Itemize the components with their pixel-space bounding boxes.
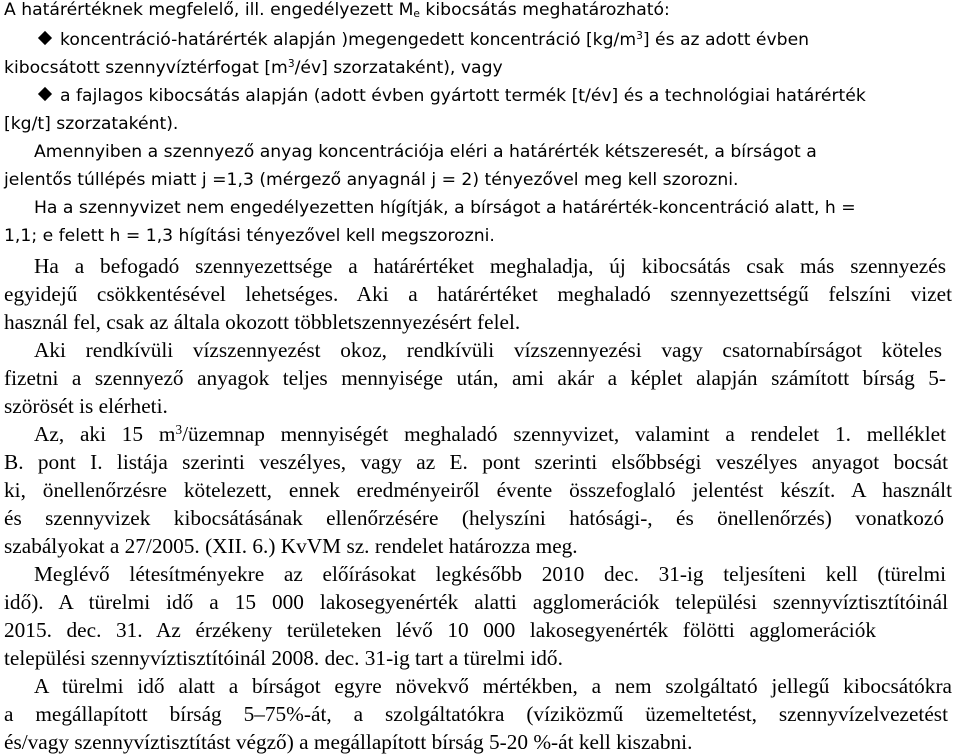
paragraph-6-line-3 [4,617,876,643]
bullet-item-2 [40,83,960,109]
paragraph-5-line-2 [4,449,948,475]
paragraph-2-line-2 [4,223,960,249]
paragraph-text: a megállapított bírság 5–75%-át, a szolgáltatókra (víziközmű üzemeltetést, szennyvízelvezetést [4,702,948,726]
paragraph-4-line-2 [4,365,946,391]
intro-subscript: e [413,7,420,21]
paragraph-6-line-2 [4,589,948,615]
paragraph-text: Ha a szennyvizet nem engedélyezetten hígítják, a bírságot a határérték-koncentráció alatt, h = [34,198,856,218]
intro-line [4,0,960,23]
paragraph-3-line-3 [4,309,960,335]
paragraph-3-line-2 [4,281,952,307]
paragraph-text: használ fel, csak az általa okozott többletszennyezésért felel. [4,310,521,334]
paragraph-6-line-1 [34,561,946,587]
paragraph-5-line-1 [34,421,946,447]
paragraph-text: és/vagy szennyvíztisztítást végző) a megállapított bírság 5-20 %-át kell kiszabni. [4,730,693,754]
paragraph-text: B. pont I. listája szerinti veszélyes, vagy az E. pont szerinti elsőbbségi veszélyes anyagot bocsát [4,450,948,474]
paragraph-text: ki, önellenőrzésre kötelezett, ennek eredményeiről évente összefoglaló jelentést készít. A használt [4,478,952,502]
superscript: 3 [175,421,183,437]
bullet-2-line-2 [4,111,960,137]
bullet-2-text: a fajlagos kibocsátás alapján (adott évben gyártott termék [t/év] és a technológiai határérték [60,86,866,106]
superscript: 3 [636,29,643,43]
paragraph-text: 1,1; e felett h = 1,3 hígítási tényezővel kell megszorozni. [4,226,495,246]
paragraph-text: Ha a befogadó szennyezettsége a határértéket meghaladja, új kibocsátás csak más szennyezés [34,254,946,278]
paragraph-4-line-1 [34,337,942,363]
paragraph-text: települési szennyvíztisztítóinál 2008. dec. 31-ig tart a türelmi idő. [4,646,563,670]
paragraph-text: fizetni a szennyező anyagok teljes mennyisége után, ami akár a képlet alapján számított bírság 5- [4,366,946,390]
paragraph-4-line-3 [4,393,960,419]
intro-text-end: kibocsátás meghatározható: [419,0,670,20]
bullet-2-line-2-text: [kg/t] szorzataként). [4,114,179,134]
paragraph-text: idő). A türelmi idő a 15 000 lakosegyenérték alatti agglomerációk települési szennyvíztisztítóinál [4,590,948,614]
paragraph-5-line-3 [4,477,952,503]
paragraph-3-line-1 [34,253,946,279]
paragraph-1-line-2 [4,167,960,193]
paragraph-text: egyidejű csökkentésével lehetséges. Aki a határértéket meghaladó szennyezettségű felszíni vizet [4,282,952,306]
paragraph-5-line-4 [4,505,944,531]
bullet-1-line-2-text: kibocsátott szennyvíztérfogat [m [4,58,288,78]
paragraph-text: Amennyiben a szennyező anyag koncentrációja eléri a határérték kétszeresét, a bírságot a [34,142,817,162]
intro-text: A határértéknek megfelelő, ill. engedélyezett M [4,0,414,20]
diamond-bullet-icon [38,87,52,101]
paragraph-7-line-2 [4,701,948,727]
paragraph-text: Meglévő létesítményekre az előírásokat legkésőbb 2010 dec. 31-ig teljesíteni kell (türelmi [34,562,946,586]
bullet-1-text-end: ] és az adott évben [642,30,810,50]
bullet-item-1 [40,27,960,53]
paragraph-6-line-4 [4,645,960,671]
paragraph-5-line-5 [4,533,960,559]
paragraph-2-line-1 [34,195,960,221]
paragraph-text: szörösét is elérheti. [4,394,168,418]
paragraph-7-line-1 [34,673,952,699]
paragraph-1-line-1 [34,139,948,165]
paragraph-text: szabályokat a 27/2005. (XII. 6.) KvVM sz. rendelet határozza meg. [4,534,578,558]
bullet-1-text: koncentráció-határérték alapján )megengedett koncentráció [kg/m [60,30,637,50]
paragraph-text: 2015. dec. 31. Az érzékeny területeken lévő 10 000 lakosegyenérték fölötti agglomerációk [4,618,876,642]
superscript: 3 [287,57,295,71]
paragraph-text: és szennyvizek kibocsátásának ellenőrzésére (helyszíni hatósági-, és önellenőrzés) vonatkozó [4,506,944,530]
paragraph-7-line-3 [4,729,960,755]
paragraph-text: A türelmi idő alatt a bírságot egyre növekvő mértékben, a nem szolgáltató jellegű kibocsátókra [34,674,952,698]
paragraph-text: Az, aki 15 m [34,422,176,446]
paragraph-text: Aki rendkívüli vízszennyezést okoz, rendkívüli vízszennyezési vagy csatornabírságot köteles [34,338,942,362]
bullet-1-line-2 [4,55,960,81]
diamond-bullet-icon [38,31,52,45]
paragraph-text: jelentős túllépés miatt j =1,3 (mérgező anyagnál j = 2) tényezővel meg kell szorozni. [4,170,739,190]
paragraph-text: /üzemnap mennyiségét meghaladó szennyvizet, valamint a rendelet 1. melléklet [182,422,946,446]
bullet-1-line-2-end: /év] szorzataként), vagy [294,58,503,78]
